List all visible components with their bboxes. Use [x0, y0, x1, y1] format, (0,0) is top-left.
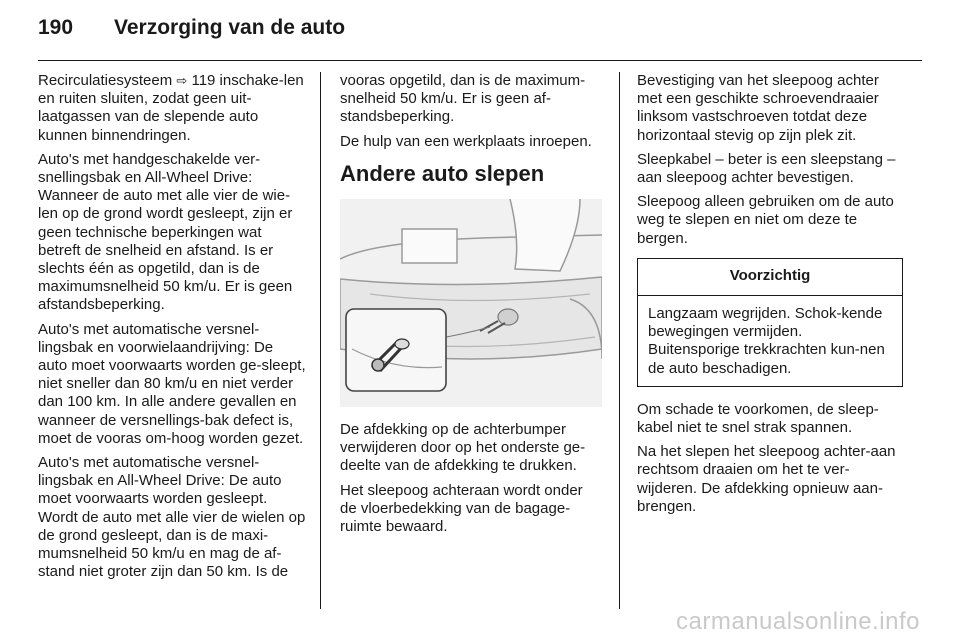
paragraph-cover-removal: De afdekking op de achterbumper verwijderen door op het onderste ge-deelte van de afdekking te drukken.: [340, 421, 586, 475]
page-reference-arrow-icon: ⇨: [176, 73, 188, 88]
column-1: [38, 72, 306, 587]
paragraph-automatic-fwd: Auto's met automatische versnel-lingsbak en voorwielaandrijving: De auto moet voorwaarts worden ge-sleept, niet sneller dan 80 km/u en niet verder dan 100 km. In alle andere gevallen en wanneer de versnellings-bak defect is, moet de vooras om-hoog worden gezet.: [38, 320, 306, 447]
column-divider-left: [320, 72, 321, 609]
paragraph-text: inschake-len en ruiten sluiten, zodat geen uit-laatgassen van de slepende auto kunnen binnendringen.: [38, 72, 304, 144]
paragraph-front-axle: vooras opgetild, dan is de maximum-snelheid 50 km/u. Er is geen af-standsbeperking.: [340, 72, 586, 126]
column-divider-right: [619, 72, 620, 609]
paragraph-attach-eye: Bevestiging van het sleepoog achter met een geschikte schroevendraaier linksom vastschroeven totdat deze horizontaal stevig op zijn plek zit.: [637, 72, 879, 144]
paragraph-towing-eye-storage: Het sleepoog achteraan wordt onder de vloerbedekking van de bagage-ruimte bewaard.: [340, 481, 583, 536]
watermark: carmanualsonline.info: [676, 608, 920, 635]
paragraph-text: Recirculatiesysteem: [38, 72, 177, 89]
page-reference-link[interactable]: 119: [191, 72, 216, 89]
page-number: 190: [38, 16, 74, 39]
rear-bumper-drawing: [340, 199, 602, 407]
paragraph-recirculation: [38, 72, 306, 145]
paragraph-eye-usage: Sleepoog alleen gebruiken om de auto weg te slepen en niet om deze te bergen.: [637, 193, 894, 247]
paragraph-tow-cable: Sleepkabel – beter is een sleepstang – aan sleepoog achter bevestigen.: [637, 150, 896, 187]
caution-title: Voorzichtig: [638, 259, 902, 296]
paragraph-automatic-awd: Auto's met automatische versnel-lingsbak en All-Wheel Drive: De auto moet voorwaarts worden gesleept. Wordt de auto met alle vier de wielen op de grond gesleept, dan is de maxi-mumsnelheid 50 km/u en mag de af-stand niet groter zijn dan 50 km. Is de: [38, 454, 306, 581]
caution-box: [637, 258, 903, 387]
column-2: [340, 72, 602, 542]
section-title: Andere auto slepen: [340, 160, 545, 186]
paragraph-workshop: De hulp van een werkplaats inroepen.: [340, 132, 592, 150]
paragraph-after-towing: Na het slepen het sleepoog achter-aan rechtsom draaien om het te ver-wijderen. De afdekking opnieuw aan-brengen.: [637, 443, 896, 515]
paragraph-prevent-damage: Om schade te voorkomen, de sleep-kabel niet te snel strak spannen.: [637, 400, 879, 437]
paragraph-manual-awd: Auto's met handgeschakelde ver-snellingsbak en All-Wheel Drive: Wanneer de auto met alle vier de wie-len op de grond wordt gesleept, zijn er geen technische beperkingen wat betreft de snelheid en afstand. Is er slechts één as opgetild, dan is de maximumsnelheid 50 km/u. Er is geen afstandsbeperking.: [38, 150, 293, 314]
towing-eye-illustration: [340, 199, 602, 407]
column-3: [637, 72, 903, 522]
chapter-title: Verzorging van de auto: [114, 16, 346, 39]
header-rule: [38, 60, 922, 61]
caution-text: Langzaam wegrijden. Schok-kende bewegingen vermijden. Buitensporige trekkrachten kun-nen de auto beschadigen.: [648, 305, 885, 377]
